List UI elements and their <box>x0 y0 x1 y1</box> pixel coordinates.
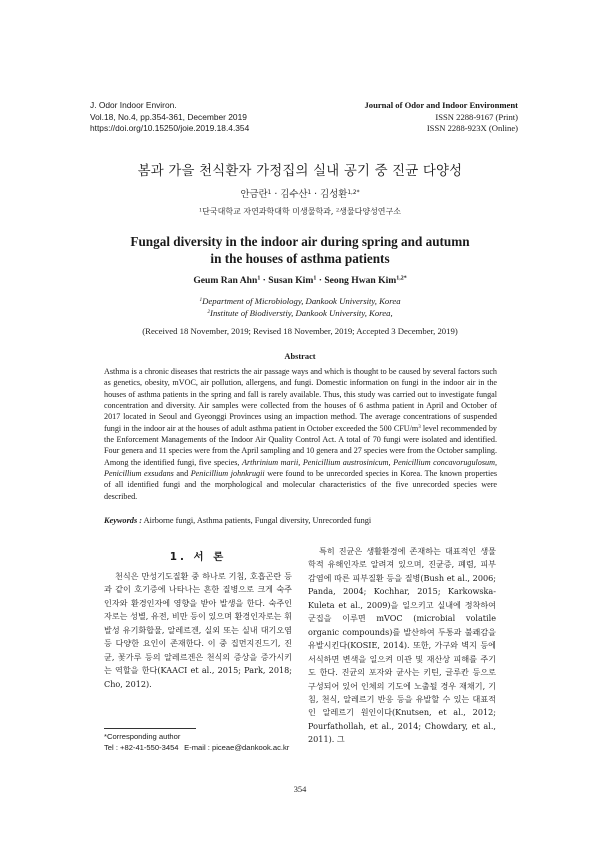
korean-authors <box>0 186 600 200</box>
affiliation-1 <box>0 295 600 307</box>
journal-abbrev: J. Odor Indoor Environ. <box>90 100 177 110</box>
english-affiliations <box>0 295 600 319</box>
keywords-text: Airborne fungi, Asthma patients, Fungal diversity, Unrecorded fungi <box>142 516 372 525</box>
intro-paragraph: 천식은 만성기도질환 중 하나로 기침, 호흡곤란 등과 같이 호기증에 나타나는 흔한 질병으로 크게 숙주인자와 환경인자에 영향을 받아 발생을 한다. 숙주인자로는 성별, 유전, 비만 등이 있으며 환경인자로는 휘발성 유기화합물, 알레르겐, 실외 또는 실내 대기오염 등 다양한 요인이 존재한다. 이 중 집먼지진드기, 진균, 꽃가루 등의 알레르겐은 천식의 증상을 증가시키는 역할을 한다(KAACI et al., 2015; Park, 2018; Cho, 2012). <box>104 571 292 689</box>
species-name: Penicillium johnkrugii <box>190 469 265 479</box>
korean-title: 봄과 가을 천식환자 가정집의 실내 공기 중 진균 다양성 <box>137 164 463 179</box>
email[interactable]: E-mail : piceae@dankook.ac.kr <box>184 742 290 752</box>
received-dates: (Received 18 November, 2019; Revised 18 November, 2019; Accepted 3 December, 2019) <box>142 326 458 336</box>
separator: · <box>271 189 281 200</box>
affiliation-mark: 1,2* <box>396 275 407 282</box>
left-column <box>104 570 292 691</box>
affiliation-mark: 1 <box>313 275 317 282</box>
phone: Tel : +82-41-550-3454 <box>104 742 179 752</box>
footnote-divider <box>104 728 196 729</box>
species-names: Arthrinium marii, Penicillium austrosinicum, Penicillium concavorugulosum, Penicillium exsudans <box>104 457 497 479</box>
journal-citation <box>90 100 249 135</box>
affiliation-mark: 2 <box>336 207 340 214</box>
english-title-line: in the houses of asthma patients <box>210 251 390 266</box>
affiliation-mark: 1,2* <box>347 189 360 196</box>
author-name: 김수산 <box>280 189 308 200</box>
contact-line <box>104 743 304 754</box>
affiliation-text: 단국대학교 자연과학대학 미생물학과, <box>202 207 336 216</box>
keywords-label: Keywords : <box>104 516 143 525</box>
volume-info: Vol.18, No.4, pp.354-361, December 2019 <box>90 111 247 122</box>
abstract-text: and <box>173 469 191 479</box>
abstract-text: level recommended by the Enforcement Managements of the Indoor Air Quality Control Act. A total of 70 fungi were isolated and identified. Four genera and 11 species were from the April sampling and 10 genera and 27 species were from the October sampling. Among the identified fungi, five species, <box>104 423 497 467</box>
affiliation-2 <box>0 307 600 319</box>
affiliation-mark: 2 <box>207 309 211 316</box>
affiliation-text: Department of Microbiology, Dankook University, Korea <box>202 296 401 306</box>
english-title <box>0 233 600 267</box>
abstract-heading: Abstract <box>284 352 316 361</box>
affiliation-mark: 1 <box>307 189 312 196</box>
english-title-line: Fungal diversity in the indoor air during spring and autumn <box>130 234 470 249</box>
author-name: Susan Kim <box>268 275 314 286</box>
author-name: 안금란 <box>240 189 268 200</box>
doi-link[interactable]: https://doi.org/10.15250/joie.2019.18.4.354 <box>90 123 250 133</box>
unit-superscript: 3 <box>418 423 421 430</box>
footnote <box>104 732 304 753</box>
affiliation-text: Institute of Biodiverstiy, Dankook University, Korea, <box>210 308 393 318</box>
abstract-text: Asthma is a chronic diseases that restricts the air passage ways and which is thought to be caused by several factors such as genetics, obesity, mVOC, air pollution, allergens, and fungi. Domestic information on fungi in the indoor air in the houses of asthma patients in the spring and fall is rarely available. Thus, this study was carried out to investigate fungal concentration and diversity. Air samples were collected from the houses of 6 asthma patient in April and October of 2017 located in Seoul and Gyeonggi Provinces using an impaction method. The average concentrations of suspended fungi in the indoor air at the houses of adult asthma patient in October exceeded the 500 CFU/m <box>104 367 497 433</box>
affiliation-mark: 1 <box>199 207 203 214</box>
abstract-body <box>104 366 497 502</box>
right-column <box>308 545 496 747</box>
english-authors <box>0 275 600 286</box>
separator: · <box>260 275 269 286</box>
affiliation-mark: 1 <box>267 189 272 196</box>
journal-name: Journal of Odor and Indoor Environment <box>364 100 518 110</box>
abstract-text: were found to be unrecorded species in Korea. The known properties of all identified fungi and the morphological and molecular characteristics of the five unrecorded species were described. <box>104 469 497 501</box>
author-name: Geum Ran Ahn <box>193 275 258 286</box>
issn-print: ISSN 2288-9167 (Print) <box>435 111 518 122</box>
section-heading: 1. 서 론 <box>169 551 227 563</box>
author-name: Seong Hwan Kim <box>324 275 397 286</box>
issn-online: ISSN 2288-923X (Online) <box>426 123 518 133</box>
keywords <box>104 516 497 525</box>
affiliation-mark: 1 <box>199 297 203 304</box>
journal-issn-block <box>364 100 518 135</box>
korean-affiliations <box>0 206 600 217</box>
affiliation-mark: 1 <box>257 275 261 282</box>
separator: · <box>311 189 321 200</box>
author-name: 김성환 <box>320 189 348 200</box>
intro-paragraph-2: 특히 진균은 생활환경에 존재하는 대표적인 생물학적 유해인자로 알려져 있으며, 진균증, 폐렴, 피부 감염에 따른 피부질환 등을 질병(Bush et al., 2006; Panda, 2004; Kochhar, 2015; Karkowska-Kuleta et al., 2009)을 일으키고 실내에 정착하여 군집을 이루면 mVOC (microbial volatile organic compounds)를 발산하여 두통과 불쾌감을 유발시킨다(KOSIE, 2014). 또한, 가구와 벽지 등에 서식하면 변색을 일으켜 미관 및 재산상 피해를 주기도 한다. 진균의 포자와 균사는 키틴, 글루칸 등으로 구성되어 있어 인체의 기도에 노출될 경우 재채기, 기침, 천식, 알레르기 반응 등을 유발할 수 있는 대표적인 알레르기 원인이다(Knutsen, et al., 2012; Pourfathollah, et al., 2014; Chowdary, et al., 2011). 그 <box>308 546 496 745</box>
page-number: 354 <box>293 785 307 794</box>
affiliation-text: 생물다양성연구소 <box>339 207 401 216</box>
separator: · <box>316 275 325 286</box>
corresponding-author: *Corresponding author <box>104 732 181 741</box>
